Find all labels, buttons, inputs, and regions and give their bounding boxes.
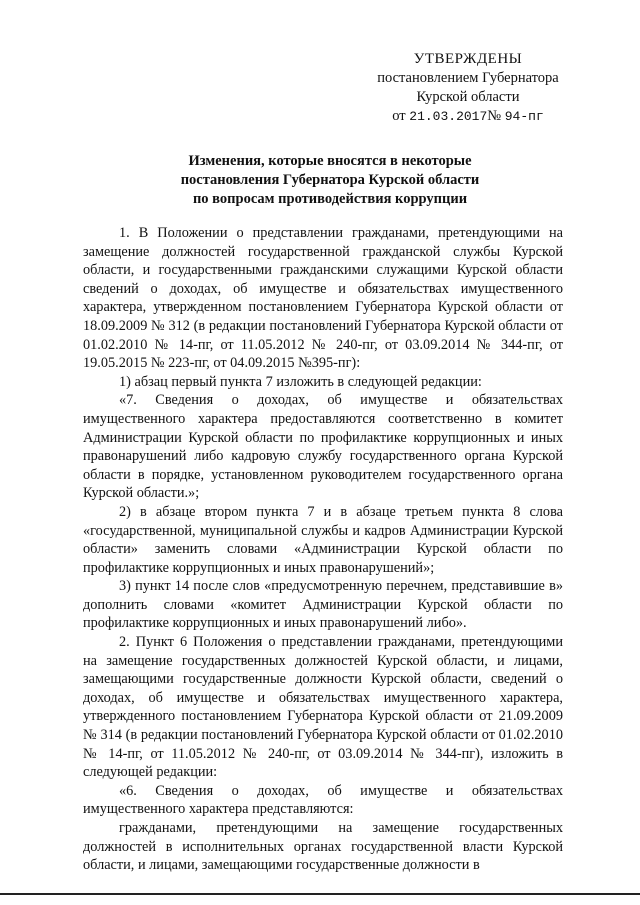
heading-line-2: постановления Губернатора Курской области	[180, 172, 480, 188]
paragraph: 1) абзац первый пункта 7 изложить в следующей редакции:	[119, 373, 482, 390]
heading-line-3: по вопросам противодействия коррупции	[192, 191, 468, 207]
approval-number: 94-пг	[504, 109, 544, 124]
approval-stamp	[368, 50, 568, 126]
paragraph: 1. В Положении о представлении гражданами, претендующими на замещение должностей государственной гражданской службы Курской области, и государственными гражданскими служащими Курской области сведений о доходах, об имуществе и обязательствах имущественного характера, утвержденном постановлением Губернатора Курской области от 18.09.2009 № 312 (в редакции постановлений Губернатора Курской области от 01.02.2010 № 14-пг, от 11.05.2012 № 240-пг, от 03.09.2014 № 344-пг, от 19.05.2015 № 223-пг, от 04.09.2015 №395-пг):	[83, 225, 563, 372]
scan-bottom-edge	[0, 893, 640, 895]
approval-date-prefix: от	[392, 108, 406, 124]
approval-date-line	[368, 107, 568, 126]
paragraph: 2) в абзаце втором пункта 7 и в абзаце третьем пункта 8 слова «государственной, муниципальной службы и кадров Администрации Курской области» заменить словами «Администрации Курской области по профилактике коррупционных и иных правонарушений»;	[83, 503, 563, 576]
approval-number-label: №	[487, 108, 502, 124]
heading-line-1: Изменения, которые вносятся в некоторые	[188, 153, 472, 169]
paragraph: 2. Пункт 6 Положения о представлении гражданами, претендующими на замещение государственных должностей Курской области, и лицами, замещающими государственные должности Курской области, сведений о доходах, об имуществе и обязательствах имущественного характера, утвержденного постановлением Губернатора Курской области от 21.09.2009 № 314 (в редакции постановлений Губернатора Курской области от 01.02.2010 № 14-пг, от 11.05.2012 № 240-пг, от 03.09.2014 № 344-пг), изложить в следующей редакции:	[83, 634, 563, 781]
approval-line-1: постановлением Губернатора	[377, 70, 559, 86]
document-heading	[100, 152, 560, 209]
document-body	[83, 224, 563, 875]
approval-line-2: Курской области	[416, 89, 520, 105]
paragraph: «7. Сведения о доходах, об имуществе и обязательствах имущественного характера предоставляются соответственно в комитет Администрации Курской области по профилактике коррупционных и иных правонарушений либо кадровую службу государственного органа Курской области в порядке, установленном руководителем государственного органа Курской области.»;	[83, 392, 563, 502]
approval-date: 21.03.2017	[409, 109, 488, 124]
paragraph: гражданами, претендующими на замещение государственных должностей в исполнительных органах государственной власти Курской области, и лицами, замещающими государственные должности в	[83, 820, 563, 874]
paragraph: 3) пункт 14 после слов «предусмотренную перечнем, представившие в» дополнить словами «комитет Администрации Курской области по профилактике коррупционных и иных правонарушений либо».	[83, 578, 563, 632]
paragraph: «6. Сведения о доходах, об имуществе и обязательствах имущественного характера представляются:	[83, 782, 563, 818]
approval-title: УТВЕРЖДЕНЫ	[413, 51, 523, 67]
